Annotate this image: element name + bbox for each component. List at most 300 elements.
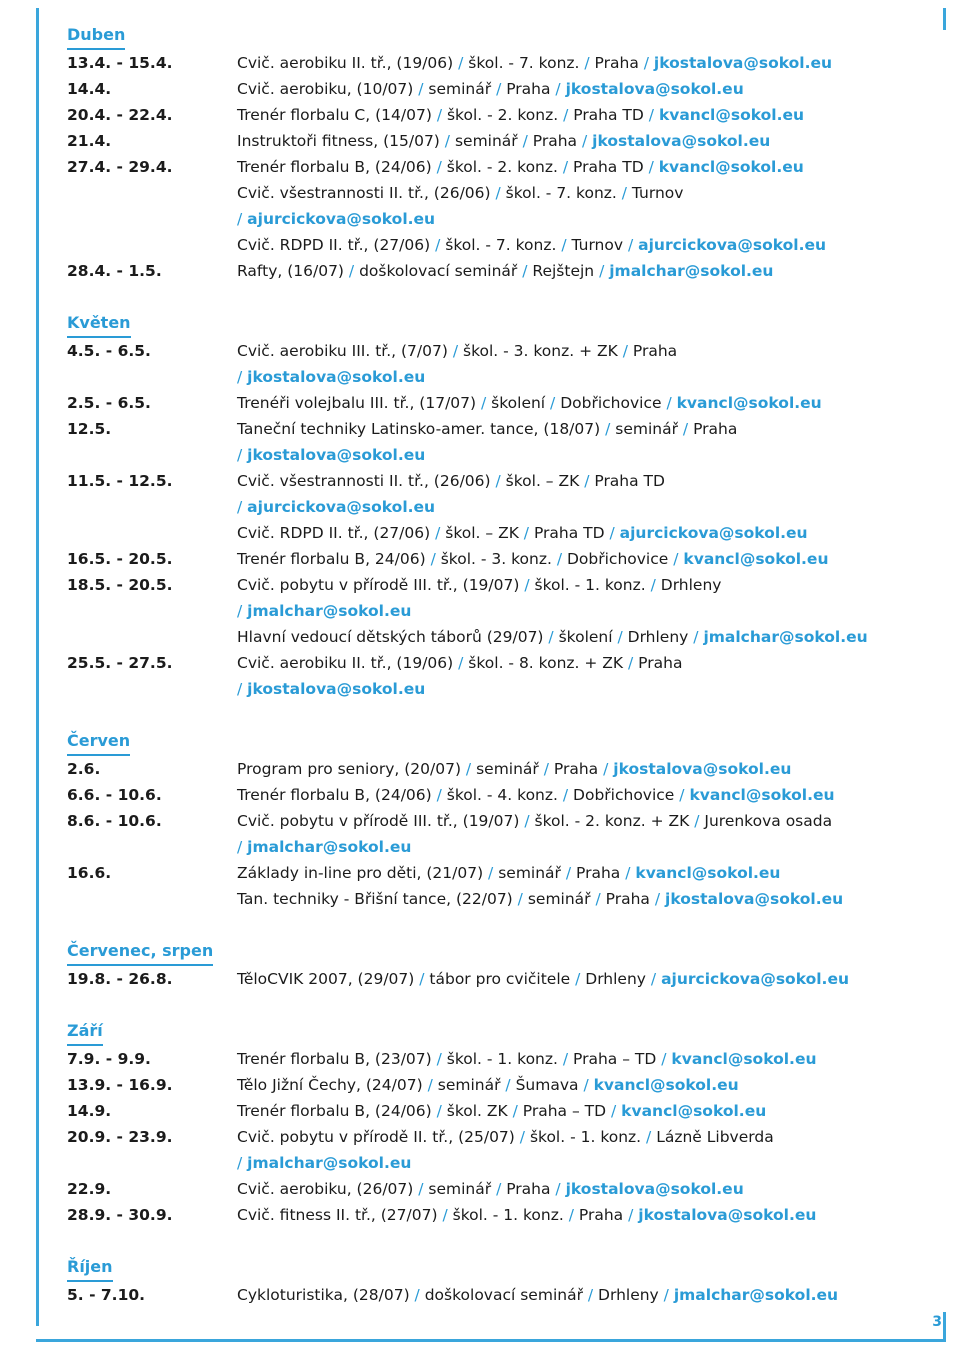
schedule-row (67, 1098, 947, 1124)
event-text: Cvič. aerobiku II. tř., (19/06) (237, 54, 459, 72)
separator-slash: / (458, 654, 464, 672)
event-text: Drhleny (622, 628, 694, 646)
event-text: Jurenkova osada (699, 812, 833, 830)
separator-slash: / (519, 1128, 526, 1146)
contact-email-link[interactable]: jmalchar@sokol.eu (247, 602, 412, 620)
event-description (237, 468, 947, 494)
contact-email-link[interactable]: jmalchar@sokol.eu (609, 262, 774, 280)
separator-slash: / (523, 524, 530, 542)
event-text: Praha (548, 760, 604, 778)
separator-slash: / (562, 786, 569, 804)
event-text: Rejštejn (527, 262, 600, 280)
event-text: škol. - 2. konz. + ZK (529, 812, 695, 830)
separator-slash: / (436, 1102, 442, 1120)
event-text: Hlavní vedoucí dětských táborů (29/07) (237, 628, 549, 646)
event-text: Praha (573, 1206, 629, 1224)
contact-email-link[interactable]: jkostalova@sokol.eu (247, 368, 426, 386)
event-text: seminář (471, 760, 544, 778)
event-date: 18.5. - 20.5. (67, 576, 173, 594)
event-text: Praha TD (568, 158, 649, 176)
separator-slash: / (543, 760, 549, 778)
event-description (237, 756, 947, 782)
bottom-frame-line (36, 1339, 946, 1342)
separator-slash: / (599, 262, 605, 280)
event-date: 6.6. - 10.6. (67, 786, 162, 804)
event-text: seminář (610, 420, 683, 438)
separator-slash: / (488, 864, 494, 882)
event-text: Cvič. aerobiku III. tř., (7/07) (237, 342, 453, 360)
contact-email-link[interactable]: jkostalova@sokol.eu (247, 446, 426, 464)
event-text: seminář (432, 1076, 506, 1094)
event-description (237, 442, 947, 468)
separator-slash: / (496, 1180, 502, 1198)
contact-email-link[interactable]: jkostalova@sokol.eu (613, 760, 792, 778)
contact-email-link[interactable]: jmalchar@sokol.eu (703, 628, 868, 646)
event-description (237, 598, 947, 624)
month-heading: Duben (67, 22, 125, 50)
event-date: 16.6. (67, 864, 112, 882)
event-date: 22.9. (67, 1180, 112, 1198)
event-description (237, 886, 947, 912)
schedule-row (67, 886, 947, 912)
event-text: Dobřichovice (555, 394, 667, 412)
event-text: Praha TD (529, 524, 610, 542)
separator-slash: / (556, 550, 563, 568)
event-date: 28.9. - 30.9. (67, 1206, 173, 1224)
event-text: TěloCVIK 2007, (29/07) (237, 970, 420, 988)
event-description (237, 1124, 947, 1150)
schedule-row (67, 1282, 947, 1308)
event-text: Praha (501, 80, 556, 98)
event-text: škol. - 3. konz. + ZK (458, 342, 623, 360)
separator-slash: / (505, 1076, 511, 1094)
separator-slash: / (452, 342, 459, 360)
event-text: Praha (627, 342, 678, 360)
separator-slash: / (237, 838, 243, 856)
event-description (237, 1098, 947, 1124)
separator-slash: / (237, 498, 243, 516)
schedule-row (67, 650, 947, 676)
separator-slash: / (436, 158, 442, 176)
separator-slash: / (621, 184, 627, 202)
event-text: tábor pro cvičitele (424, 970, 576, 988)
schedule-row (67, 154, 947, 180)
separator-slash: / (661, 1050, 667, 1068)
separator-slash: / (524, 576, 530, 594)
event-text: Praha TD (568, 106, 649, 124)
separator-slash: / (414, 1286, 420, 1304)
event-date: 20.4. - 22.4. (67, 106, 173, 124)
event-text: Praha (501, 1180, 556, 1198)
event-text: škol. - 2. konz. (442, 106, 564, 124)
event-text: Taneční techniky Latinsko-amer. tance, (18/07) (237, 420, 606, 438)
event-date: 4.5. - 6.5. (67, 342, 151, 360)
separator-slash: / (561, 236, 567, 254)
contact-email-link[interactable]: jkostalova@sokol.eu (565, 1180, 744, 1198)
event-text: Praha (571, 864, 626, 882)
month-heading: Červenec, srpen (67, 938, 213, 966)
event-date: 5. - 7.10. (67, 1286, 146, 1304)
event-text: seminář (423, 1180, 497, 1198)
contact-email-link[interactable]: jkostalova@sokol.eu (565, 80, 744, 98)
event-text: Praha (589, 54, 644, 72)
separator-slash: / (605, 420, 611, 438)
schedule-row (67, 50, 947, 76)
schedule-row (67, 494, 947, 520)
event-text: Drhleny (593, 1286, 664, 1304)
separator-slash: / (581, 132, 588, 150)
event-text: škol. – ZK (500, 472, 585, 490)
event-description (237, 650, 947, 676)
schedule-row (67, 1124, 947, 1150)
event-description (237, 860, 947, 886)
separator-slash: / (583, 1076, 589, 1094)
month-section (67, 938, 947, 992)
event-date (67, 180, 237, 206)
separator-slash: / (627, 236, 634, 254)
separator-slash: / (444, 132, 451, 150)
event-date (67, 494, 237, 520)
event-description (237, 782, 947, 808)
separator-slash: / (575, 970, 581, 988)
event-text: Trenér florbalu B, (24/06) (237, 786, 437, 804)
separator-slash: / (646, 1128, 652, 1146)
page-number: 3 (932, 1314, 942, 1330)
event-text: Cvič. RDPD II. tř., (27/06) (237, 236, 436, 254)
event-description (237, 338, 947, 364)
event-description (237, 258, 947, 284)
event-text: škol. - 4. konz. (441, 786, 563, 804)
event-date (67, 232, 237, 258)
schedule-row (67, 206, 947, 232)
schedule-row (67, 676, 947, 702)
event-date: 14.4. (67, 80, 112, 98)
separator-slash: / (436, 786, 442, 804)
contact-email-link[interactable]: ajurcickova@sokol.eu (619, 524, 808, 542)
schedule-row (67, 102, 947, 128)
event-date: 21.4. (67, 132, 112, 150)
contact-email-link[interactable]: kvancl@sokol.eu (671, 1050, 817, 1068)
event-description (237, 1150, 947, 1176)
separator-slash: / (237, 602, 243, 620)
event-date (67, 206, 237, 232)
contact-email-link[interactable]: kvancl@sokol.eu (683, 550, 829, 568)
event-text: Drhleny (655, 576, 722, 594)
month-section (67, 22, 947, 284)
event-description (237, 966, 947, 992)
event-description (237, 50, 947, 76)
event-text: škol. - 3. konz. (435, 550, 557, 568)
event-text: Tělo Jižní Čechy, (24/07) (237, 1076, 428, 1094)
event-description (237, 546, 947, 572)
event-text: Instruktoři fitness, (15/07) (237, 132, 445, 150)
separator-slash: / (237, 680, 243, 698)
separator-slash: / (548, 628, 554, 646)
event-text: Cvič. aerobiku II. tř., (19/06) (237, 654, 459, 672)
separator-slash: / (650, 576, 656, 594)
schedule-row (67, 624, 947, 650)
separator-slash: / (517, 890, 523, 908)
separator-slash: / (522, 262, 528, 280)
event-text: Praha (633, 654, 683, 672)
schedule-row (67, 808, 947, 834)
separator-slash: / (481, 394, 487, 412)
event-text: škol. - 7. konz. (500, 184, 622, 202)
schedule-content (67, 22, 947, 1308)
event-description (237, 206, 947, 232)
schedule-row (67, 520, 947, 546)
event-text: Cvič. všestrannosti II. tř., (26/06) (237, 472, 496, 490)
section-gap (67, 1228, 947, 1254)
contact-email-link[interactable]: kvancl@sokol.eu (621, 1102, 767, 1120)
event-text: škol. – ZK (440, 524, 524, 542)
event-text: Lázně Libverda (651, 1128, 774, 1146)
month-heading: Květen (67, 310, 131, 338)
event-text: škol. - 7. konz. (463, 54, 585, 72)
separator-slash: / (568, 1206, 574, 1224)
separator-slash: / (648, 106, 654, 124)
event-text: seminář (450, 132, 523, 150)
event-date (67, 520, 237, 546)
event-description (237, 154, 947, 180)
right-frame-corner-bottom (943, 1312, 946, 1342)
event-text: školení (553, 628, 618, 646)
event-date (67, 886, 237, 912)
event-text: seminář (522, 890, 596, 908)
event-date: 27.4. - 29.4. (67, 158, 173, 176)
separator-slash: / (555, 80, 561, 98)
event-date (67, 364, 237, 390)
separator-slash: / (496, 80, 502, 98)
schedule-row (67, 338, 947, 364)
section-gap (67, 912, 947, 938)
event-text: Praha (688, 420, 738, 438)
event-date: 14.9. (67, 1102, 112, 1120)
event-text: Trenér florbalu C, (14/07) (237, 106, 437, 124)
separator-slash: / (237, 1154, 243, 1172)
schedule-row (67, 598, 947, 624)
contact-email-link[interactable]: jmalchar@sokol.eu (247, 1154, 412, 1172)
separator-slash: / (550, 394, 556, 412)
event-date (67, 676, 237, 702)
separator-slash: / (587, 1286, 594, 1304)
separator-slash: / (650, 970, 657, 988)
event-description (237, 1282, 947, 1308)
separator-slash: / (458, 54, 464, 72)
contact-email-link[interactable]: kvancl@sokol.eu (658, 106, 805, 124)
separator-slash: / (435, 524, 441, 542)
schedule-row (67, 468, 947, 494)
schedule-row (67, 390, 947, 416)
event-text: Cykloturistika, (28/07) (237, 1286, 415, 1304)
event-text: Praha TD (589, 472, 665, 490)
event-description (237, 364, 947, 390)
separator-slash: / (436, 106, 443, 124)
contact-email-link[interactable]: kvancl@sokol.eu (689, 786, 835, 804)
contact-email-link[interactable]: ajurcickova@sokol.eu (247, 210, 436, 228)
schedule-row (67, 258, 947, 284)
month-heading: Říjen (67, 1254, 113, 1282)
event-text: Praha (527, 132, 582, 150)
schedule-row (67, 364, 947, 390)
event-text: Turnov (627, 184, 684, 202)
separator-slash: / (663, 1286, 669, 1304)
schedule-row (67, 860, 947, 886)
event-text: školení (486, 394, 551, 412)
separator-slash: / (495, 472, 501, 490)
event-text: Šumava (510, 1076, 584, 1094)
schedule-row (67, 1072, 947, 1098)
event-text: Praha – TD (517, 1102, 611, 1120)
event-description (237, 520, 947, 546)
separator-slash: / (628, 654, 634, 672)
schedule-row (67, 232, 947, 258)
event-date (67, 1150, 237, 1176)
separator-slash: / (442, 1206, 448, 1224)
separator-slash: / (524, 812, 530, 830)
schedule-row (67, 128, 947, 154)
contact-email-link[interactable]: jkostalova@sokol.eu (592, 132, 771, 150)
event-date (67, 834, 237, 860)
event-text: Program pro seniory, (20/07) (237, 760, 466, 778)
event-description (237, 572, 947, 598)
schedule-row (67, 546, 947, 572)
separator-slash: / (430, 550, 436, 568)
schedule-row (67, 76, 947, 102)
event-text: Trenéři volejbalu III. tř., (17/07) (237, 394, 481, 412)
event-description (237, 232, 947, 258)
event-text: škol. - 2. konz. (441, 158, 563, 176)
event-text: Tan. techniky - Břišní tance, (22/07) (237, 890, 518, 908)
event-text: Cvič. RDPD II. tř., (27/06) (237, 524, 436, 542)
separator-slash: / (694, 812, 700, 830)
schedule-row (67, 1202, 947, 1228)
schedule-row (67, 442, 947, 468)
event-date (67, 624, 237, 650)
event-text: škol. - 8. konz. + ZK (463, 654, 629, 672)
event-text: doškolovací seminář (419, 1286, 588, 1304)
event-text: Cvič. pobytu v přírodě III. tř., (19/07) (237, 812, 525, 830)
event-text: Praha (600, 890, 655, 908)
separator-slash: / (348, 262, 355, 280)
event-description (237, 128, 947, 154)
month-section (67, 728, 947, 912)
contact-email-link[interactable]: jkostalova@sokol.eu (247, 680, 426, 698)
separator-slash: / (648, 158, 654, 176)
event-date: 13.9. - 16.9. (67, 1076, 173, 1094)
contact-email-link[interactable]: jmalchar@sokol.eu (247, 838, 412, 856)
contact-email-link[interactable]: jmalchar@sokol.eu (673, 1286, 839, 1304)
separator-slash: / (666, 394, 672, 412)
separator-slash: / (609, 524, 615, 542)
event-text: Trenér florbalu B, 24/06) (237, 550, 431, 568)
contact-email-link[interactable]: jkostalova@sokol.eu (653, 54, 833, 72)
separator-slash: / (512, 1102, 518, 1120)
schedule-row (67, 966, 947, 992)
event-text: doškolovací seminář (354, 262, 523, 280)
contact-email-link[interactable]: ajurcickova@sokol.eu (661, 970, 849, 988)
separator-slash: / (682, 420, 689, 438)
event-text: seminář (423, 80, 497, 98)
contact-email-link[interactable]: kvancl@sokol.eu (635, 864, 781, 882)
schedule-row (67, 834, 947, 860)
event-date: 7.9. - 9.9. (67, 1050, 151, 1068)
separator-slash: / (595, 890, 601, 908)
separator-slash: / (643, 54, 649, 72)
event-text: Dobřichovice (568, 786, 680, 804)
event-description (237, 624, 947, 650)
event-text: Cvič. všestrannosti II. tř., (26/06) (237, 184, 496, 202)
event-text: Cvič. fitness II. tř., (27/07) (237, 1206, 443, 1224)
event-text: Rafty, (16/07) (237, 262, 349, 280)
schedule-row (67, 1176, 947, 1202)
separator-slash: / (584, 472, 590, 490)
event-date: 12.5. (67, 420, 112, 438)
separator-slash: / (419, 970, 425, 988)
event-text: seminář (493, 864, 566, 882)
schedule-row (67, 180, 947, 206)
contact-email-link[interactable]: jkostalova@sokol.eu (665, 890, 844, 908)
event-text: Trenér florbalu B, (24/06) (237, 158, 437, 176)
contact-email-link[interactable]: ajurcickova@sokol.eu (638, 236, 827, 254)
event-date: 16.5. - 20.5. (67, 550, 173, 568)
separator-slash: / (427, 1076, 433, 1094)
event-text: škol. - 7. konz. (440, 236, 562, 254)
event-text: Drhleny (580, 970, 651, 988)
separator-slash: / (562, 1050, 569, 1068)
separator-slash: / (584, 54, 590, 72)
separator-slash: / (565, 864, 572, 882)
event-date: 13.4. - 15.4. (67, 54, 173, 72)
event-date: 25.5. - 27.5. (67, 654, 173, 672)
event-text: škol. - 1. konz. (441, 1050, 563, 1068)
contact-email-link[interactable]: kvancl@sokol.eu (593, 1076, 739, 1094)
separator-slash: / (418, 1180, 424, 1198)
contact-email-link[interactable]: ajurcickova@sokol.eu (247, 498, 436, 516)
separator-slash: / (522, 132, 528, 150)
month-heading: Červen (67, 728, 130, 756)
event-date (67, 442, 237, 468)
schedule-row (67, 416, 947, 442)
event-date: 2.5. - 6.5. (67, 394, 151, 412)
contact-email-link[interactable]: kvancl@sokol.eu (658, 158, 804, 176)
separator-slash: / (465, 760, 472, 778)
event-description (237, 1202, 947, 1228)
left-frame-line (36, 8, 39, 1326)
month-section (67, 310, 947, 702)
separator-slash: / (237, 368, 243, 386)
event-text: Cvič. pobytu v přírodě II. tř., (25/07) (237, 1128, 520, 1146)
event-date: 2.6. (67, 760, 101, 778)
event-text: Základy in-line pro děti, (21/07) (237, 864, 489, 882)
separator-slash: / (418, 80, 424, 98)
section-gap (67, 702, 947, 728)
contact-email-link[interactable]: jkostalova@sokol.eu (638, 1206, 817, 1224)
month-section (67, 1018, 947, 1228)
event-date: 20.9. - 23.9. (67, 1128, 173, 1146)
event-description (237, 76, 947, 102)
event-text: Trenér florbalu B, (24/06) (237, 1102, 437, 1120)
event-text: Praha – TD (568, 1050, 662, 1068)
schedule-row (67, 572, 947, 598)
event-description (237, 180, 947, 206)
separator-slash: / (654, 890, 661, 908)
event-description (237, 390, 947, 416)
event-date: 28.4. - 1.5. (67, 262, 162, 280)
contact-email-link[interactable]: kvancl@sokol.eu (676, 394, 822, 412)
event-description (237, 1176, 947, 1202)
schedule-row (67, 756, 947, 782)
